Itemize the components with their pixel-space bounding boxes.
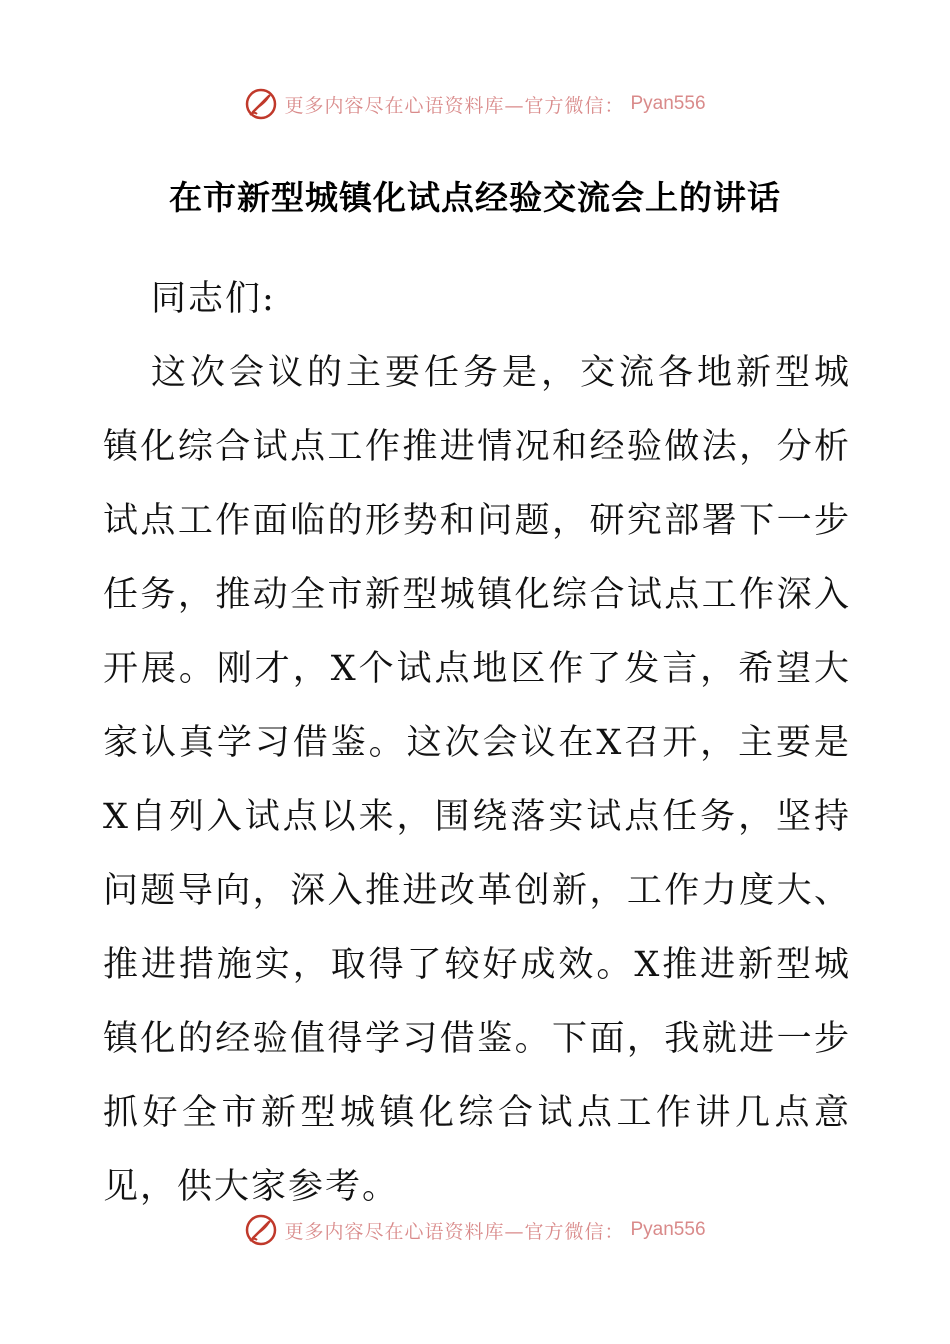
watermark-wechat-id: Pyan556 [630, 1219, 706, 1240]
quill-logo-icon [244, 87, 278, 121]
watermark-text: 更多内容尽在心语资料库—官方微信： [284, 1220, 625, 1243]
watermark-text: 更多内容尽在心语资料库—官方微信： [284, 94, 625, 117]
watermark-wechat-id: Pyan556 [630, 93, 706, 114]
salutation: 同志们: [151, 279, 276, 319]
quill-logo-icon [244, 1213, 278, 1247]
header-watermark [0, 82, 950, 126]
body-paragraph: 这次会议的主要任务是，交流各地新型城镇化综合试点工作推进情况和经验做法，分析试点工作面临的形势和问题，研究部署下一步任务，推动全市新型城镇化综合试点工作深入开展。刚才，X个试点地区作了发言，希望大家认真学习借鉴。这次会议在X召开，主要是X自列入试点以来，围绕落实试点任务，坚持问题导向，深入推进改革创新，工作力度大、推进措施实，取得了较好成效。X推进新型城镇化的经验值得学习借鉴。下面，我就进一步抓好全市新型城镇化综合试点工作讲几点意见，供大家参考。 [103, 353, 851, 1207]
footer-watermark [0, 1208, 950, 1252]
document-title: 在市新型城镇化试点经验交流会上的讲话 [169, 178, 781, 217]
